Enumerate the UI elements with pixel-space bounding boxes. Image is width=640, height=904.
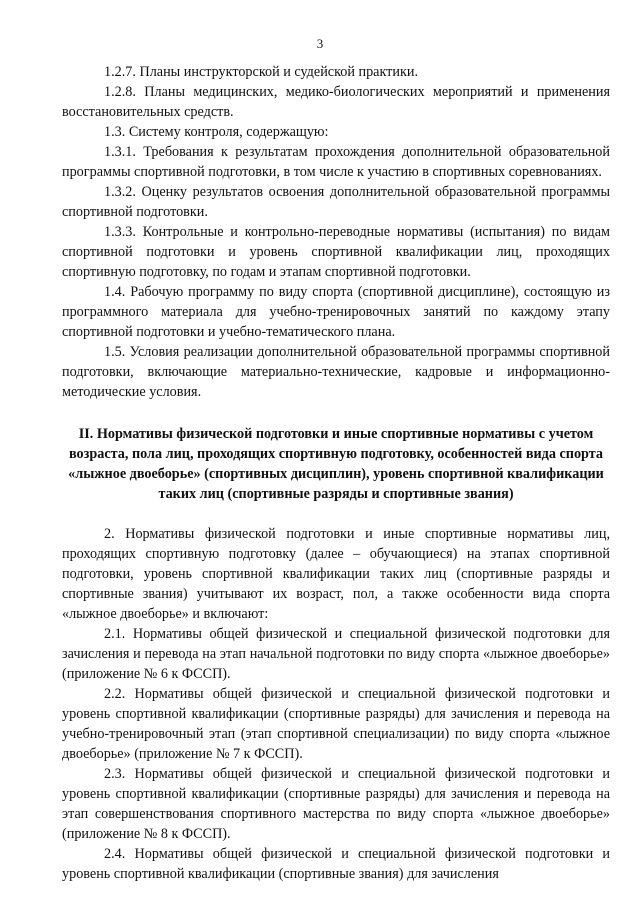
paragraph-1-3-2: 1.3.2. Оценку результатов освоения дополнительной образовательной программы спортивной подготовки. <box>62 184 610 220</box>
paragraph-1-2-7: 1.2.7. Планы инструкторской и судейской практики. <box>104 64 418 80</box>
paragraph-1-3-3: 1.3.3. Контрольные и контрольно-переводные нормативы (испытания) по видам спортивной подготовки и уровень спортивной квалификации лиц, проходящих спортивную подготовку, по годам и этапам спортивной подготовки. <box>62 224 610 280</box>
section-heading: II. Нормативы физической подготовки и иные спортивные нормативы с учетом возраста, пола лиц, проходящих спортивную подготовку, особенностей вида спорта «лыжное двоеборье» (спортивных дисциплин), уровень спортивной квалификации таких лиц (спортивные разряды и спортивные звания) <box>68 426 604 502</box>
paragraph-2-4: 2.4. Нормативы общей физической и специальной физической подготовки и уровень спортивной квалификации (спортивные звания) для зачисления <box>62 846 610 882</box>
paragraph-1-5: 1.5. Условия реализации дополнительной образовательной программы спортивной подготовки, включающие материально-технические, кадровые и информационно-методические условия. <box>62 344 610 400</box>
paragraph-2: 2. Нормативы физической подготовки и иные спортивные нормативы лиц, проходящих спортивную подготовку (далее – обучающиеся) на этапах спортивной подготовки, уровень спортивной квалификации таких лиц (спортивные разряды и спортивные звания) учитывают их возраст, пол, а также особенности вида спорта «лыжное двоеборье» и включают: <box>62 526 610 622</box>
page-number: 3 <box>316 36 324 51</box>
document-body <box>62 62 610 884</box>
paragraph-2-1: 2.1. Нормативы общей физической и специальной физической подготовки для зачисления и перевода на этап начальной подготовки по виду спорта «лыжное двоеборье» (приложение № 6 к ФССП). <box>62 626 610 682</box>
paragraph-1-2-8: 1.2.8. Планы медицинских, медико-биологических мероприятий и применения восстановительных средств. <box>62 84 610 120</box>
paragraph-2-3: 2.3. Нормативы общей физической и специальной физической подготовки и уровень спортивной квалификации (спортивные разряды) для зачисления и перевода на этап совершенствования спортивного мастерства по виду спорта «лыжное двоеборье» (приложение № 8 к ФССП). <box>62 766 610 842</box>
paragraph-2-2: 2.2. Нормативы общей физической и специальной физической подготовки и уровень спортивной квалификации (спортивные разряды) для зачисления и перевода на учебно-тренировочный этап (этап спортивной специализации) по виду спорта «лыжное двоеборье» (приложение № 7 к ФССП). <box>62 686 610 762</box>
paragraph-1-3: 1.3. Систему контроля, содержащую: <box>104 124 329 140</box>
paragraph-1-4: 1.4. Рабочую программу по виду спорта (спортивной дисциплине), состоящую из программного материала для учебно-тренировочных занятий по каждому этапу спортивной подготовки и учебно-тематического плана. <box>62 284 610 340</box>
paragraph-1-3-1: 1.3.1. Требования к результатам прохождения дополнительной образовательной программы спортивной подготовки, в том числе к участию в спортивных соревнованиях. <box>62 144 610 180</box>
